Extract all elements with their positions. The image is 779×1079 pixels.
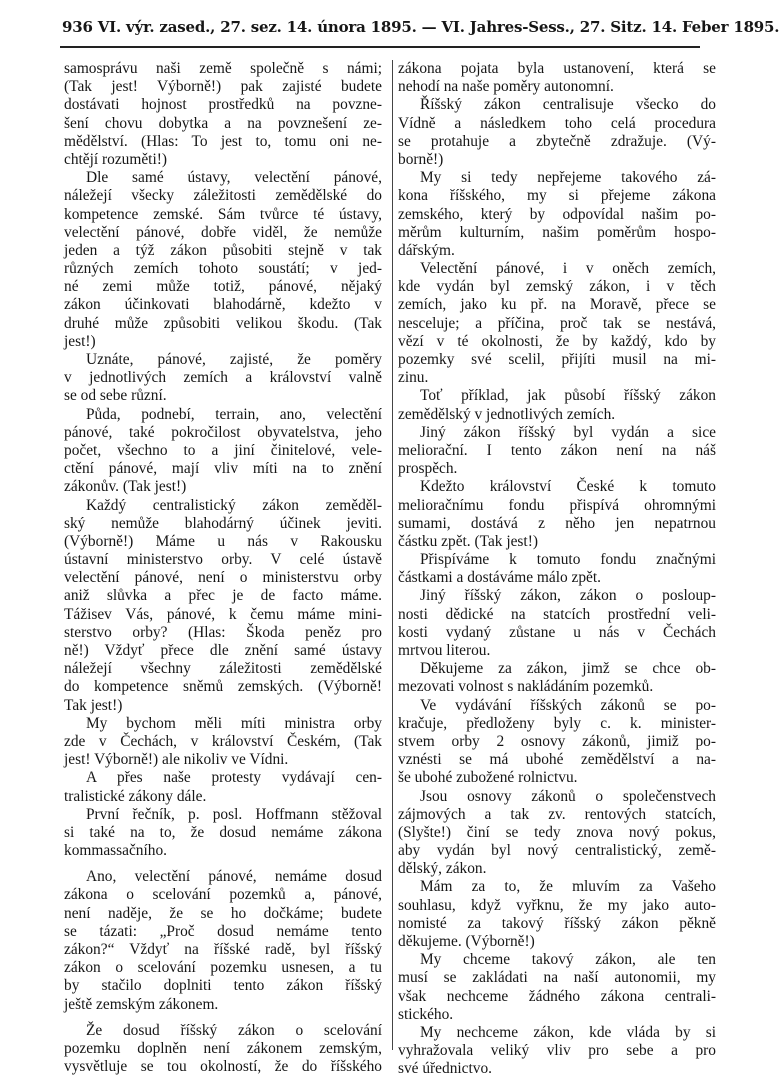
text-line: meliorační. I tento zákon není na náš <box>398 441 716 459</box>
text-line: borně!) <box>398 150 444 168</box>
text-line: Ano, velectění pánové, nemáme dosud <box>86 868 382 886</box>
text-line: není naděje, že se ho dočkáme; budete <box>64 904 382 922</box>
text-line: nomisté za takový říšský zákon pěkně <box>398 914 716 932</box>
text-line: stického. <box>398 1005 454 1023</box>
text-line: kona říšského, my si přejeme zákona <box>398 187 716 205</box>
text-line: kompetence zemské. Sám tvůrce té ústavy, <box>64 205 382 223</box>
text-line: jeden a týž zákon působiti stejně v tak <box>64 241 382 259</box>
text-line: zákona o scelování pozemků a, pánové, <box>64 886 382 904</box>
text-line: si také na to, že dosud nemáme zákona <box>64 823 382 841</box>
text-line: by stačilo doplniti tento zákon říšský <box>64 977 382 995</box>
text-line: se protahuje a zbytečně zdražuje. (Vý- <box>398 132 716 150</box>
text-line: prospěch. <box>398 460 458 478</box>
text-line: dělský, zákon. <box>398 860 487 878</box>
text-line: pánové, také pokročilost obyvatelstva, jeho <box>64 423 382 441</box>
text-line: Že dosud říšský zákon o scelování <box>86 1021 382 1039</box>
text-line: tralistické zákony dále. <box>64 787 207 805</box>
text-line: ctění pánové, mají vliv míti na to znění <box>64 460 382 478</box>
text-line: vysvětluje se tou okolností, že do říšského <box>64 1058 382 1076</box>
text-line: Přispíváme k tomuto fondu značnými <box>420 551 716 569</box>
text-line: musí se zakládati na naší autonomii, my <box>398 969 716 987</box>
text-line: chtějí rozuměti!) <box>64 150 167 168</box>
text-line: První řečník, p. posl. Hoffmann stěžoval <box>86 805 382 823</box>
text-line: zákona pojata byla ustanovení, která se <box>398 60 716 77</box>
text-line: Uznáte, pánové, zajisté, že poměry <box>86 351 382 368</box>
text-line: kračuje, předloženy byly c. k. minister- <box>398 714 716 732</box>
text-line: Velectění pánové, i v oněch zemích, <box>420 260 716 278</box>
text-line: Mám za to, že mluvím za Vašeho <box>420 878 716 896</box>
text-line: částku zpět. (Tak jest!) <box>398 532 538 550</box>
text-line: Jsou osnovy zákonů o společenstvech <box>420 787 716 805</box>
text-line: My nechceme zákon, kde vláda by si <box>420 1023 716 1041</box>
right-column <box>398 60 716 1079</box>
text-line: do kompetence sněmů zemských. (Výborně! <box>64 678 382 696</box>
text-line: zde v Čechách, v království Českém, (Tak <box>64 732 382 750</box>
text-line: samosprávu naši země společně s námi; <box>64 60 382 77</box>
text-line: Říšský zákon centralisuje všecko do <box>420 96 716 114</box>
left-column <box>64 60 382 1076</box>
text-line: melioračnímu fondu přispívá ohromnými <box>398 496 716 514</box>
text-line: nehodí na naše poměry autonomní. <box>398 78 614 96</box>
text-line: zemského, který by odpovídal našim po- <box>398 205 716 223</box>
text-line: kosti vydaný zůstane u nás v Čechách <box>398 623 716 641</box>
text-line: vznésti se má ubohé zemědělství a na- <box>398 751 716 769</box>
text-line: různých zemích tohoto soustátí; v jed- <box>64 260 382 278</box>
text-line: se od sebe různí. <box>64 387 167 405</box>
text-line: ně!) Vždyť přece dle znění samé ústavy <box>64 642 382 659</box>
text-line: Dle samé ústavy, velectění pánové, <box>86 169 382 187</box>
text-line: aby vydán byl nový centralistický, země- <box>398 842 716 860</box>
text-line: druhé může způsobiti velikou škodu. (Tak <box>64 314 382 332</box>
text-line: Toť příklad, jak působí říšský zákon <box>420 387 716 405</box>
text-line: nosti dědické na statcích prostřední veli- <box>398 605 716 623</box>
text-line: Tážisev Vás, pánové, k čemu máme mini- <box>64 605 382 623</box>
text-line: pozemku doplněn není zákonem zemským, <box>64 1039 382 1057</box>
text-line: své úřednictvo. <box>398 1060 493 1078</box>
text-line: Půda, podnebí, terrain, ano, velectění <box>86 405 382 423</box>
text-line: vězí v té okolnosti, že by každý, kdo by <box>398 332 716 350</box>
text-line: mrtvou literou. <box>398 642 491 659</box>
text-line: kommassačního. <box>64 842 168 860</box>
text-line: však nechceme žádného zákona centrali- <box>398 987 716 1005</box>
text-line: náležejí všecky záležitosti zemědělské do <box>64 187 382 205</box>
text-line: ústavní ministerstvo orby. V celé ústavě <box>64 551 382 569</box>
text-line: se tázati: „Proč dosud nemáme tento <box>64 922 382 940</box>
text-line: velectění pánové, dobře viděl, že nemůže <box>64 223 382 241</box>
text-line: ský nemůže blahodárný účinek jeviti. <box>64 514 382 532</box>
text-line: My chceme takový zákon, ale ten <box>420 951 716 969</box>
text-line: Jiný zákon říšský byl vydán a sice <box>420 423 716 441</box>
text-line: velectění pánové, není o ministerstvu orby <box>64 569 382 587</box>
text-line: zemích, jako ku př. na Moravě, přece se <box>398 296 716 314</box>
text-line: zákonův. (Tak jest!) <box>64 478 187 496</box>
text-line: (Tak jest! Výborně!) pak zajisté budete <box>64 78 382 96</box>
text-line: dostávati hojnost prostředků na povzne- <box>64 96 382 114</box>
text-line: Každý centralistický zákon zeměděl- <box>86 496 382 514</box>
text-line: šení chovu dobytka a na povznešení ze- <box>64 114 382 132</box>
text-line: mědělství. (Hlas: To jest to, tomu oni ne- <box>64 132 382 150</box>
page-header: 936 VI. výr. zased., 27. sez. 14. února 1895. — VI. Jahres-Sess., 27. Sitz. 14. Feber 1895. <box>62 18 779 36</box>
text-line: zemědělský v jednotlivých zemích. <box>398 405 616 423</box>
text-line: Kdežto království České k tomuto <box>420 478 716 496</box>
text-line: sterstvo orby? (Hlas: Škoda peněz pro <box>64 623 382 641</box>
text-line: souhlasu, když vyřknu, že my jako auto- <box>398 896 716 914</box>
text-line: pozemky své scelil, přijíti musil na mi- <box>398 351 716 368</box>
text-line: částkami a dostáváme málo zpět. <box>398 569 601 587</box>
text-line: zinu. <box>398 369 429 387</box>
text-line: (Slyšte!) činí se tedy znova nový pokus, <box>398 823 716 841</box>
paragraph-gap <box>64 1014 382 1022</box>
text-line: še ubohé zubožené rolnictvu. <box>398 769 578 787</box>
text-line: zájmových a tak zv. rentových statcích, <box>398 805 716 823</box>
text-line: v jednotlivých zemích a království valně <box>64 369 382 387</box>
text-line: ještě zemským zákonem. <box>64 995 219 1013</box>
text-line: počet, všechno to a jiní činitelové, vele- <box>64 441 382 459</box>
text-line: mezovati volnost s nakládáním pozemků. <box>398 678 654 696</box>
text-line: jest! Výborně!) ale nikoliv ve Vídni. <box>64 751 289 769</box>
text-line: Tak jest!) <box>64 696 123 714</box>
text-line: kde vydán byl zemský zákon, i v těch <box>398 278 716 296</box>
text-line: vyhražovala veliký vliv pro sebe a pro <box>398 1042 716 1060</box>
text-line: měrům kulturním, našim poměrům hospo- <box>398 223 716 241</box>
text-line: náležejí všechny záležitosti zemědělské <box>64 660 382 678</box>
text-line: Vídně a následkem toho celá procedura <box>398 114 716 132</box>
text-line: zákon?“ Vždyť na říšské radě, byl říšský <box>64 941 382 958</box>
text-line: stvem orby 2 osnovy zákonů, jimiž po- <box>398 732 716 750</box>
text-line: My bychom měli míti ministra orby <box>86 714 382 732</box>
text-line: A přes naše protesty vydávají cen- <box>86 769 382 787</box>
text-line: nesceluje; a příčina, proč tak se nestává, <box>398 314 716 332</box>
text-line: sumami, dostává z něho jen nepatrnou <box>398 514 716 532</box>
text-line: zákon účinkovati blahodárně, kdežto v <box>64 296 382 314</box>
text-line: Jiný říšský zákon, zákon o posloup- <box>420 587 716 605</box>
text-line: Ve vydávání říšských zákonů se po- <box>420 696 716 714</box>
text-line: My si tedy nepřejeme takového zá- <box>420 169 716 187</box>
text-line: zákon o scelování pozemku usnesen, a tu <box>64 959 382 977</box>
text-line: dářským. <box>398 241 455 259</box>
text-line: (Výborně!) Máme u nás v Rakousku <box>64 532 382 550</box>
paragraph-gap <box>64 860 382 868</box>
text-line: jest!) <box>64 332 96 350</box>
text-line: děkujeme. (Výborně!) <box>398 933 535 950</box>
header-rule <box>60 46 700 48</box>
text-line: né zemi může totiž, pánové, nějaký <box>64 278 382 296</box>
text-line: Děkujeme za zákon, jimž se chce ob- <box>420 660 716 678</box>
column-divider <box>392 60 393 1050</box>
text-line: aniž slůvka a přec je de facto máme. <box>64 587 382 605</box>
